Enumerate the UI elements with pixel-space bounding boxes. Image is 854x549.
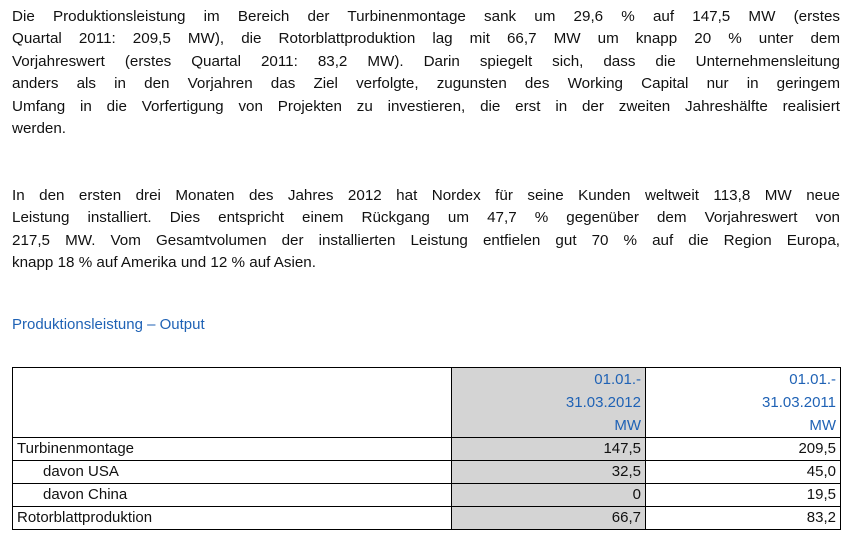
row-label: Turbinenmontage — [13, 438, 452, 461]
text-line: anders als in den Vorjahren das Ziel verfolgte, zugunsten des Working Capital nur in geringem — [12, 75, 840, 93]
text-line: In den ersten drei Monaten des Jahres 2012 hat Nordex für seine Kunden weltweit 113,8 MW neue — [12, 187, 840, 204]
value-2012: 147,5 — [452, 438, 646, 461]
paragraph-production-output — [12, 6, 840, 140]
value-2011: 19,5 — [646, 484, 841, 507]
value-2012: 0 — [452, 484, 646, 507]
value-2011: 209,5 — [646, 438, 841, 461]
table-row — [13, 507, 841, 530]
text-line: 217,5 MW. Vom Gesamtvolumen der installierten Leistung entfielen gut 70 % auf die Region Europa, — [12, 231, 840, 249]
table-heading: Produktionsleistung – Output — [12, 316, 205, 333]
text-line: Umfang in die Vorfertigung von Projekten zu investieren, die erst in der zweiten Jahreshälfte realisiert — [12, 97, 840, 115]
column-header-2011 — [646, 368, 841, 438]
table-row — [13, 484, 841, 507]
value-2011: 45,0 — [646, 461, 841, 484]
row-label: davon USA — [13, 461, 452, 484]
value-2012: 66,7 — [452, 507, 646, 530]
production-output-table — [12, 367, 841, 530]
text-line: Quartal 2011: 209,5 MW), die Rotorblattproduktion lag mit 66,7 MW um knapp 20 % unter dem — [12, 30, 840, 48]
table-row — [13, 461, 841, 484]
column-header-2012 — [452, 368, 646, 438]
text-line: Leistung installiert. Dies entspricht einem Rückgang um 47,7 % gegenüber dem Vorjahreswert von — [12, 209, 840, 227]
text-line: Vorjahreswert (erstes Quartal 2011: 83,2 MW). Darin spiegelt sich, dass die Unternehmensleitung — [12, 52, 840, 70]
column-header-line: 01.01.- — [594, 371, 641, 388]
row-label: Rotorblattproduktion — [13, 507, 452, 530]
header-empty-cell — [13, 368, 452, 438]
paragraph-installations — [12, 185, 840, 275]
column-header-unit: MW — [614, 417, 641, 434]
row-label: davon China — [13, 484, 452, 507]
text-line: Die Produktionsleistung im Bereich der Turbinenmontage sank um 29,6 % auf 147,5 MW (erstes — [12, 8, 840, 25]
column-header-line: 31.03.2011 — [762, 394, 836, 411]
text-line: knapp 18 % auf Amerika und 12 % auf Asien. — [12, 254, 316, 272]
column-header-line: 01.01.- — [789, 371, 836, 388]
value-2012: 32,5 — [452, 461, 646, 484]
value-2011: 83,2 — [646, 507, 841, 530]
table-row — [13, 438, 841, 461]
column-header-unit: MW — [809, 417, 836, 434]
text-line: werden. — [12, 120, 67, 138]
table-header-row — [13, 368, 841, 438]
column-header-line: 31.03.2012 — [565, 394, 641, 411]
